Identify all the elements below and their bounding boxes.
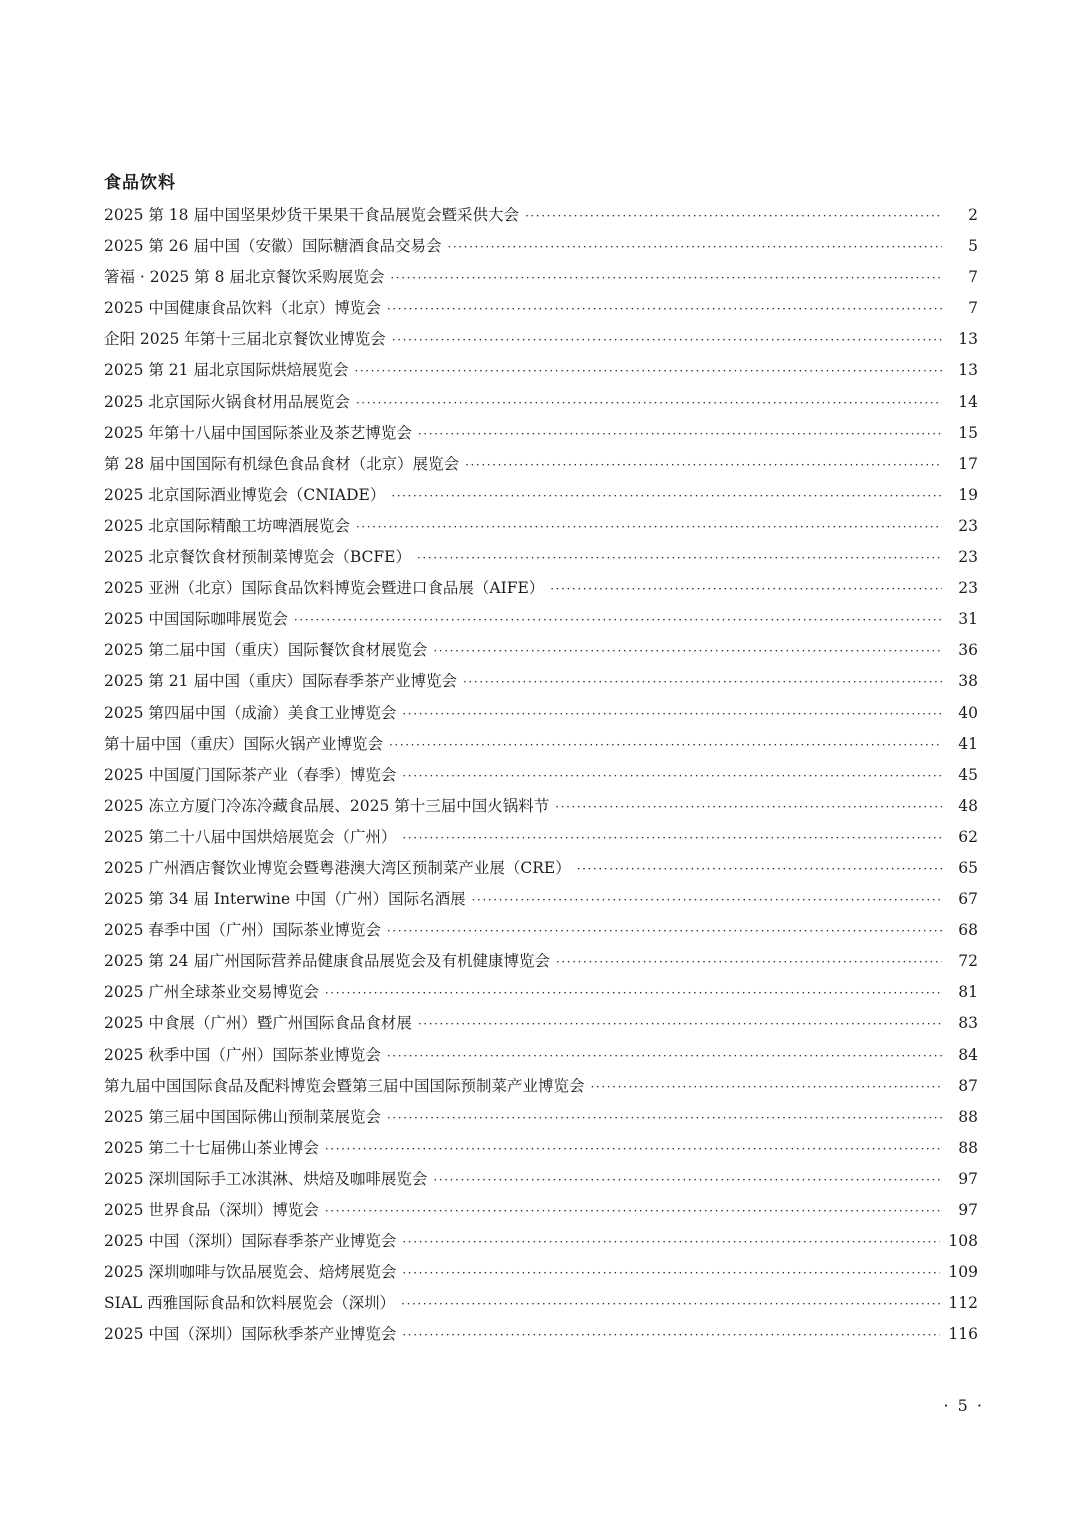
toc-entry-page: 108 (948, 1232, 978, 1251)
toc-entry-title: 2025 世界食品（深圳）博览会 (104, 1201, 319, 1219)
toc-entry[interactable] (104, 666, 978, 697)
toc-entry-page: 88 (958, 1107, 978, 1126)
toc-entry-title: 2025 中国国际咖啡展览会 (104, 610, 288, 629)
toc-entry-title: 2025 广州全球茶业交易博览会 (104, 983, 319, 1002)
dot-leader (472, 885, 942, 916)
toc-entry[interactable] (104, 1288, 978, 1319)
toc-entry[interactable] (104, 915, 978, 946)
toc-entry-title: 2025 中国健康食品饮料（北京）博览会 (104, 299, 381, 318)
toc-entry-page: 14 (958, 392, 978, 411)
dot-leader (417, 543, 942, 574)
dot-leader (391, 481, 942, 512)
toc-entry-title: 2025 第四届中国（成渝）美食工业博览会 (104, 703, 397, 722)
toc-entry-title: 第 28 届中国国际有机绿色食品食材（北京）展览会 (104, 454, 460, 473)
toc-entry-title: 2025 北京国际精酿工坊啤酒展览会 (104, 516, 350, 535)
toc-entry-title: 2025 北京国际火锅食材用品展览会 (104, 392, 350, 411)
dot-leader (550, 574, 942, 605)
toc-entry-page: 40 (958, 703, 978, 722)
toc-entry[interactable] (104, 760, 978, 791)
toc-entry-page: 48 (958, 796, 978, 815)
dot-leader (402, 1227, 940, 1258)
toc-entry-title: 2025 中食展（广州）暨广州国际食品食材展 (104, 1014, 412, 1033)
dot-leader (356, 512, 942, 543)
dot-leader (325, 978, 942, 1009)
toc-entry-page: 97 (958, 1201, 978, 1219)
dot-leader (433, 1165, 942, 1196)
toc-entry[interactable] (104, 822, 978, 853)
toc-entry[interactable] (104, 449, 978, 480)
dot-leader (387, 1103, 942, 1134)
toc-entry-title: 企阳 2025 年第十三届北京餐饮业博览会 (104, 330, 386, 349)
toc-entry-title: 2025 亚洲（北京）国际食品饮料博览会暨进口食品展（AIFE） (104, 579, 545, 598)
toc-entry-title: 2025 第二届中国（重庆）国际餐饮食材展览会 (104, 641, 428, 660)
toc-entry-title: 2025 北京餐饮食材预制菜博览会（BCFE） (104, 548, 411, 567)
toc-entry-title: 2025 第 34 届 Interwine 中国（广州）国际名酒展 (104, 890, 466, 909)
dot-leader (447, 232, 942, 263)
dot-leader (356, 388, 942, 419)
toc-entry[interactable] (104, 324, 978, 355)
toc-entry-page: 19 (958, 485, 978, 504)
toc-entry[interactable] (104, 1133, 978, 1164)
toc-entry-title: 2025 年第十八届中国国际茶业及茶艺博览会 (104, 423, 412, 442)
toc-entry-title: SIAL 西雅国际食品和饮料展览会（深圳） (104, 1294, 396, 1313)
dot-leader (387, 1041, 942, 1072)
toc-entry-page: 31 (958, 610, 978, 629)
toc-entry-title: 2025 第 21 届中国（重庆）国际春季茶产业博览会 (104, 672, 457, 691)
toc-entry-page: 2 (968, 206, 978, 224)
dot-leader (325, 1134, 942, 1165)
toc-entry[interactable] (104, 729, 978, 760)
dot-leader (294, 605, 942, 636)
toc-entry-page: 88 (958, 1138, 978, 1157)
toc-entry[interactable] (104, 1040, 978, 1071)
toc-entry[interactable] (104, 1257, 978, 1288)
toc-entry-title: 2025 第三届中国国际佛山预制菜展览会 (104, 1107, 381, 1126)
toc-entry[interactable] (104, 977, 978, 1008)
toc-entry-page: 97 (958, 1169, 978, 1188)
table-of-contents (104, 200, 978, 1350)
toc-entry[interactable] (104, 573, 978, 604)
dot-leader (555, 792, 942, 823)
dot-leader (577, 854, 942, 885)
dot-leader (433, 636, 942, 667)
toc-entry-page: 68 (958, 921, 978, 940)
dot-leader (387, 916, 942, 947)
toc-entry[interactable] (104, 480, 978, 511)
toc-entry-page: 5 (968, 237, 978, 256)
page-number: · 5 · (943, 1396, 984, 1415)
toc-entry-title: 2025 第二十八届中国烘焙展览会（广州） (104, 827, 397, 846)
dot-leader (401, 1289, 940, 1320)
toc-entry[interactable] (104, 1195, 978, 1226)
toc-entry-title: 2025 北京国际酒业博览会（CNIADE） (104, 485, 386, 504)
toc-entry[interactable] (104, 1164, 978, 1195)
dot-leader (390, 263, 942, 294)
toc-entry-title: 2025 广州酒店餐饮业博览会暨粤港澳大湾区预制菜产业展（CRE） (104, 858, 571, 877)
toc-entry-page: 23 (958, 548, 978, 567)
toc-entry[interactable] (104, 200, 978, 231)
dot-leader (402, 1258, 940, 1289)
toc-entry-title: 2025 春季中国（广州）国际茶业博览会 (104, 921, 381, 940)
toc-entry-title: 2025 中国（深圳）国际春季茶产业博览会 (104, 1232, 397, 1251)
toc-entry-page: 41 (958, 734, 978, 753)
toc-entry[interactable] (104, 1008, 978, 1039)
dot-leader (402, 761, 942, 792)
toc-entry-page: 112 (948, 1294, 978, 1313)
toc-entry-title: 第九届中国国际食品及配料博览会暨第三届中国国际预制菜产业博览会 (104, 1076, 585, 1095)
toc-entry-title: 箸福 · 2025 第 8 届北京餐饮采购展览会 (104, 268, 385, 287)
dot-leader (591, 1072, 942, 1103)
dot-leader (389, 730, 942, 761)
toc-entry[interactable] (104, 946, 978, 977)
toc-entry-page: 17 (958, 454, 978, 473)
toc-entry-page: 72 (958, 952, 978, 971)
dot-leader (392, 325, 942, 356)
dot-leader (402, 699, 942, 730)
toc-entry[interactable] (104, 1102, 978, 1133)
dot-leader (525, 201, 942, 232)
toc-entry-title: 2025 冻立方厦门冷冻冷藏食品展、2025 第十三届中国火锅料节 (104, 796, 550, 815)
dot-leader (402, 823, 942, 854)
toc-entry[interactable] (104, 511, 978, 542)
toc-entry-page: 65 (958, 858, 978, 877)
toc-entry-title: 2025 第 24 届广州国际营养品健康食品展览会及有机健康博览会 (104, 952, 550, 971)
toc-entry-page: 23 (958, 579, 978, 598)
dot-leader (402, 1320, 940, 1351)
toc-entry[interactable] (104, 604, 978, 635)
toc-entry-page: 84 (958, 1045, 978, 1064)
dot-leader (387, 294, 942, 325)
toc-entry-title: 2025 中国（深圳）国际秋季茶产业博览会 (104, 1325, 397, 1344)
dot-leader (418, 419, 942, 450)
section-title: 食品饮料 (104, 173, 176, 193)
toc-entry-title: 第十届中国（重庆）国际火锅产业博览会 (104, 734, 384, 753)
toc-entry[interactable] (104, 293, 978, 324)
dot-leader (556, 947, 942, 978)
dot-leader (325, 1196, 942, 1227)
dot-leader (463, 667, 942, 698)
toc-entry-title: 2025 第 18 届中国坚果炒货干果果干食品展览会暨采供大会 (104, 206, 519, 224)
toc-entry-page: 45 (958, 765, 978, 784)
toc-entry-page: 81 (958, 983, 978, 1002)
toc-entry[interactable] (104, 418, 978, 449)
toc-entry-title: 2025 深圳咖啡与饮品展览会、焙烤展览会 (104, 1263, 397, 1282)
toc-entry-title: 2025 秋季中国（广州）国际茶业博览会 (104, 1045, 381, 1064)
toc-entry[interactable] (104, 1226, 978, 1257)
toc-entry-title: 2025 第 21 届北京国际烘焙展览会 (104, 361, 349, 380)
toc-entry-page: 67 (958, 890, 978, 909)
toc-entry-page: 7 (968, 268, 978, 287)
dot-leader (354, 356, 942, 387)
toc-entry[interactable] (104, 231, 978, 262)
toc-entry-page: 23 (958, 516, 978, 535)
toc-entry-page: 116 (948, 1325, 978, 1344)
toc-entry-page: 83 (958, 1014, 978, 1033)
toc-entry[interactable] (104, 542, 978, 573)
toc-entry-page: 15 (958, 423, 978, 442)
toc-entry-title: 2025 第二十七届佛山茶业博会 (104, 1138, 319, 1157)
toc-entry[interactable] (104, 355, 978, 386)
toc-entry-title: 2025 第 26 届中国（安徽）国际糖酒食品交易会 (104, 237, 442, 256)
toc-entry-page: 13 (958, 330, 978, 349)
dot-leader (465, 450, 942, 481)
toc-entry-page: 7 (968, 299, 978, 318)
toc-entry-page: 36 (958, 641, 978, 660)
toc-entry[interactable] (104, 262, 978, 293)
toc-entry[interactable] (104, 884, 978, 915)
toc-entry-page: 13 (958, 361, 978, 380)
toc-entry[interactable] (104, 387, 978, 418)
toc-entry-title: 2025 中国厦门国际茶产业（春季）博览会 (104, 765, 397, 784)
toc-entry-page: 62 (958, 827, 978, 846)
toc-entry[interactable] (104, 1319, 978, 1350)
toc-entry-page: 109 (948, 1263, 978, 1282)
toc-entry[interactable] (104, 1071, 978, 1102)
toc-entry[interactable] (104, 635, 978, 666)
dot-leader (418, 1009, 942, 1040)
toc-entry[interactable] (104, 791, 978, 822)
toc-entry[interactable] (104, 853, 978, 884)
toc-entry[interactable] (104, 698, 978, 729)
toc-entry-title: 2025 深圳国际手工冰淇淋、烘焙及咖啡展览会 (104, 1169, 428, 1188)
toc-entry-page: 38 (958, 672, 978, 691)
toc-entry-page: 87 (958, 1076, 978, 1095)
